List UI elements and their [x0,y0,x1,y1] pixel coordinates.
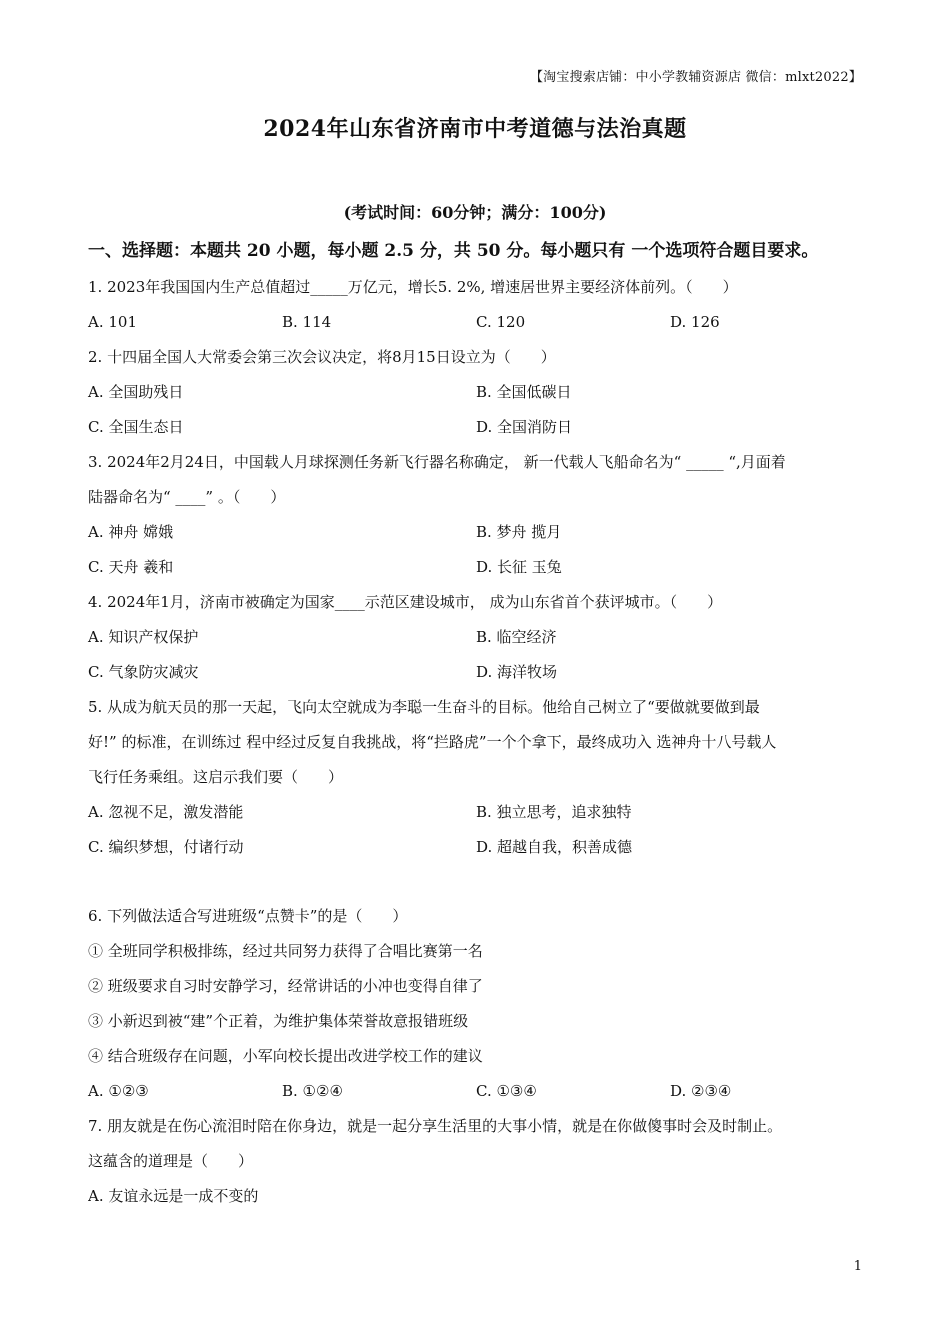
page-number: 1 [853,1259,862,1274]
option-c: C. ①③④ [476,1082,537,1100]
question-1-options [88,305,868,340]
question-3-options-cd [88,550,868,585]
spacer [88,865,868,899]
option-a: A. 全国助残日 [88,383,184,401]
exam-info: (考试时间：60分钟；满分：100分) [343,203,607,222]
question-5-stem-line-1: 5. 从成为航天员的那一天起，飞向太空就成为李聪一生奋斗的目标。他给自己树立了“要做就要做到最 [88,698,760,716]
option-c: C. 编织梦想，付诸行动 [88,838,244,856]
question-5-stem-line-2: 好!” 的标准，在训练过 程中经过反复自我挑战，将“拦路虎”一个个拿下，最终成功入 选神舟十八号载人 [88,733,777,751]
option-a: A. 知识产权保护 [88,628,199,646]
option-c: C. 全国生态日 [88,418,184,436]
option-d: D. 126 [670,313,720,331]
option-c: C. 120 [476,313,526,331]
question-3-stem-line-2: 陆器命名为“ ____” 。（ ） [88,488,286,506]
question-6-statement-4: ④ 结合班级存在问题，小军向校长提出改进学校工作的建议 [88,1047,483,1065]
option-b: B. 全国低碳日 [476,383,572,401]
option-a: A. ①②③ [88,1082,149,1100]
question-4-options-cd [88,655,868,690]
question-6-statement-3: ③ 小新迟到被“建”个正着，为维护集体荣誉故意报错班级 [88,1012,469,1030]
option-b: B. 临空经济 [476,628,557,646]
question-6-statement-2: ② 班级要求自习时安静学习，经常讲话的小冲也变得自律了 [88,977,483,995]
option-a: A. 101 [88,313,137,331]
question-2-options-cd [88,410,868,445]
question-6-options [88,1074,868,1109]
header-note: 【淘宝搜索店铺：中小学教辅资源店 微信：mlxt2022】 [529,70,862,85]
question-6-stem: 6. 下列做法适合写进班级“点赞卡”的是（ ） [88,907,408,925]
option-c: C. 气象防灾减灾 [88,663,199,681]
option-a: A. 神舟 嫦娥 [88,523,174,541]
option-b: B. 114 [282,313,332,331]
option-b: B. 梦舟 揽月 [476,523,562,541]
question-7-option-a: A. 友谊永远是一成不变的 [88,1187,259,1205]
question-2-options-ab [88,375,868,410]
option-a: A. 忽视不足，激发潜能 [88,803,244,821]
question-5-options-cd [88,830,868,865]
option-d: D. 超越自我，积善成德 [476,838,633,856]
question-7-stem-line-2: 这蕴含的道理是（ ） [88,1152,254,1170]
question-4-options-ab [88,620,868,655]
page-title: 2024年山东省济南市中考道德与法治真题 [263,116,687,142]
question-7-stem-line-1: 7. 朋友就是在伤心流泪时陪在你身边，就是一起分享生活里的大事小情，就是在你做傻事时会及时制止。 [88,1117,783,1135]
option-d: D. 海洋牧场 [476,663,558,681]
option-c: C. 天舟 羲和 [88,558,174,576]
question-3-options-ab [88,515,868,550]
question-2-stem: 2. 十四届全国人大常委会第三次会议决定，将8月15日设立为（ ） [88,348,556,366]
question-1-stem: 1. 2023年我国国内生产总值超过_____万亿元，增长5. 2%, 增速居世界主要经济体前列。（ ） [88,278,738,296]
question-6-statement-1: ① 全班同学积极排练，经过共同努力获得了合唱比赛第一名 [88,942,483,960]
option-b: B. ①②④ [282,1082,343,1100]
question-4-stem: 4. 2024年1月，济南市被确定为国家____示范区建设城市， 成为山东省首个获评城市。（ ） [88,593,723,611]
section-heading: 一、选择题：本题共 20 小题，每小题 2.5 分，共 50 分。每小题只有 一个选项符合题目要求。 [88,241,819,261]
option-b: B. 独立思考，追求独特 [476,803,632,821]
question-5-stem-line-3: 飞行任务乘组。这启示我们要（ ） [88,768,344,786]
option-d: D. 长征 玉兔 [476,558,562,576]
question-3-stem-line-1: 3. 2024年2月24日，中国载人月球探测任务新飞行器名称确定， 新一代载人飞船命名为“ _____ “,月面着 [88,453,786,471]
option-d: D. ②③④ [670,1082,732,1100]
option-d: D. 全国消防日 [476,418,573,436]
question-5-options-ab [88,795,868,830]
question-list [88,270,868,1214]
